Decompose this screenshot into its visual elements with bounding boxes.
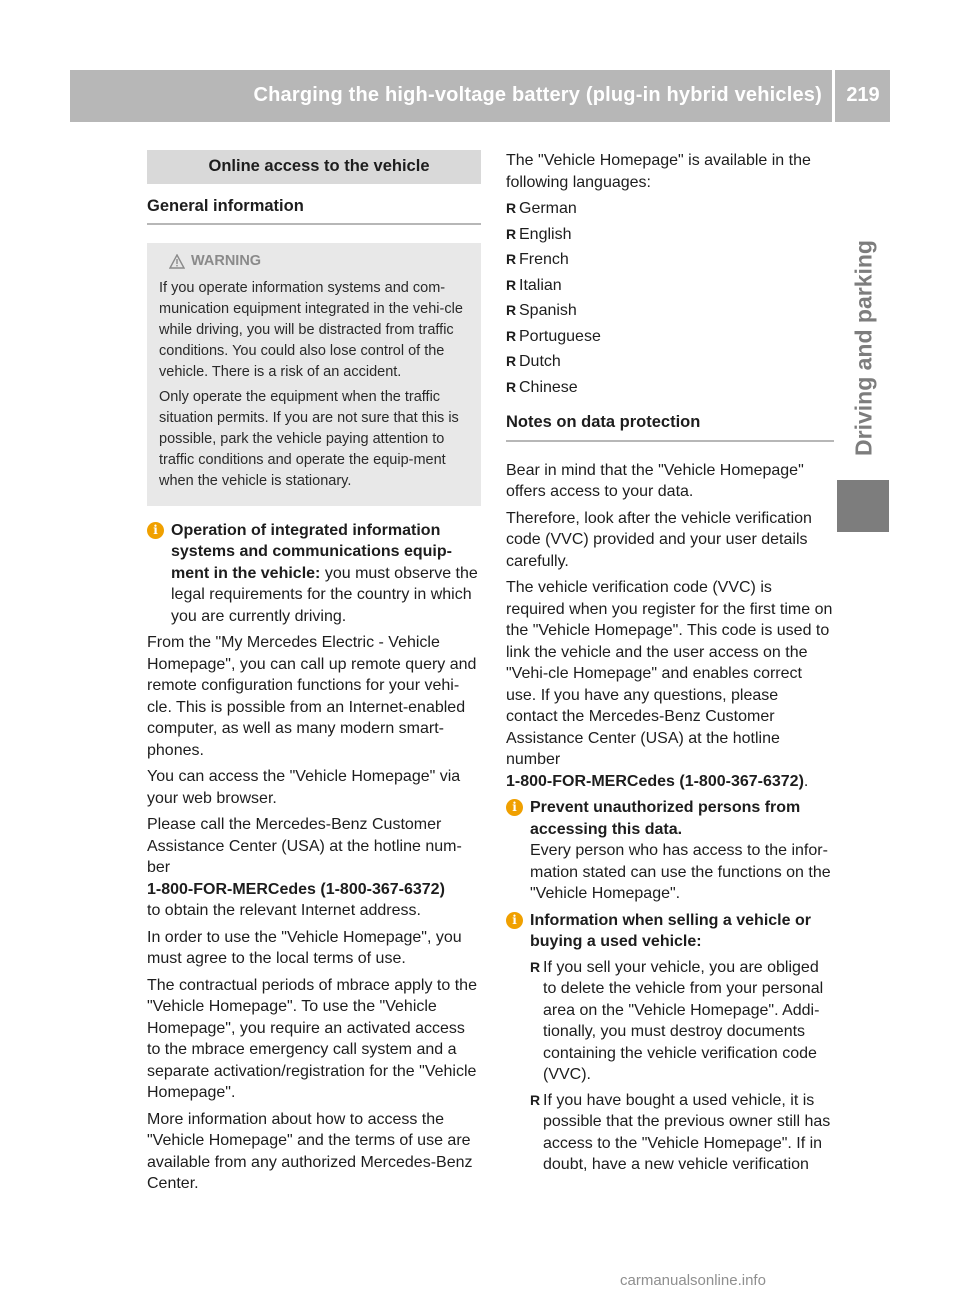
warning-header xyxy=(159,251,471,273)
note-title: Information when selling a vehicle or buying a used vehicle: xyxy=(530,911,811,950)
subheading-general-information: General information xyxy=(147,196,481,226)
left-column xyxy=(147,150,481,1200)
paragraph: The "Vehicle Homepage" is available in the following languages: xyxy=(506,152,811,191)
note-title: Operation of integrated information systems and communications equip-ment in the vehicle: xyxy=(171,521,452,582)
page-number: 219 xyxy=(846,84,880,106)
list-item: R English xyxy=(506,224,834,246)
paragraph: In order to use the "Vehicle Homepage", you must agree to the local terms of use. xyxy=(147,928,462,967)
list-item: R If you sell your vehicle, you are obliged to delete the vehicle from your personal area on the "Vehicle Homepage". Addi-tionally, you must destroy documents containing the vehicle verification code (VVC). xyxy=(530,957,834,1086)
page-title: Charging the high-voltage battery (plug-in hybrid vehicles) xyxy=(253,84,822,106)
list-item: R Dutch xyxy=(506,351,834,373)
hotline-line xyxy=(506,771,834,793)
paragraph: The vehicle verification code (VVC) is required when you register for the first time on the "Vehicle Homepage". This code is used to link the vehicle and the user access on the "Vehi-cle Homepage" and enables correct use. If you have any questions, please contact the Mercedes-Benz Customer Assistance Center (USA) at the hotline number xyxy=(506,579,833,768)
warning-text-2: Only operate the equipment when the traffic situation permits. If you are not sure that this is possible, park the vehicle paying attention to traffic conditions and operate the equip-ment when the vehicle is stationary. xyxy=(159,388,459,489)
paragraph: Please call the Mercedes-Benz Customer Assistance Center (USA) at the hotline num-ber xyxy=(147,816,462,876)
list-item: R Chinese xyxy=(506,377,834,399)
side-tab-label: Driving and parking xyxy=(850,240,877,456)
warning-text-1: If you operate information systems and com-munication equipment integrated in the vehi-cle while driving, you will be distracted from traffic conditions. You could also lose control of the vehicle. There is a risk of an accident. xyxy=(159,279,463,380)
paragraph: The contractual periods of mbrace apply to the "Vehicle Homepage". To use the "Vehicle Homepage", you require an activated access to the mbrace emergency call system and a separate activation/registration for the "Vehicle Homepage". xyxy=(147,976,477,1101)
paragraph: Therefore, look after the vehicle verification code (VVC) provided and your user details carefully. xyxy=(506,509,812,570)
paragraph: Bear in mind that the "Vehicle Homepage" offers access to your data. xyxy=(506,461,804,500)
section-title: Online access to the vehicle xyxy=(147,150,481,184)
watermark: carmanualsonline.info xyxy=(620,1272,766,1289)
subheading-data-protection: Notes on data protection xyxy=(506,412,834,442)
right-column xyxy=(506,150,834,1182)
header-separator xyxy=(832,70,835,122)
info-icon: i xyxy=(147,522,164,539)
hotline-number: 1-800-FOR-MERCedes (1-800-367-6372) xyxy=(506,772,804,790)
list-item: R German xyxy=(506,198,834,220)
list-item: R Portuguese xyxy=(506,326,834,348)
info-icon: i xyxy=(506,912,523,929)
paragraph: to obtain the relevant Internet address. xyxy=(147,902,421,919)
list-item: R French xyxy=(506,249,834,271)
note-title: Prevent unauthorized persons from accessing this data. xyxy=(530,799,801,838)
warning-label: WARNING xyxy=(191,253,262,269)
note-text: you must observe the legal requirements for the country in which you are currently driving. xyxy=(171,564,478,625)
list-item: R Spanish xyxy=(506,300,834,322)
warning-box xyxy=(147,243,481,506)
paragraph: From the "My Mercedes Electric - Vehicle Homepage", you can call up remote query and remote configuration functions for your vehi-cle. This is possible from an Internet-enabled computer, as well as many modern smart-phones. xyxy=(147,634,477,759)
side-tab-marker xyxy=(837,480,889,532)
paragraph: You can access the "Vehicle Homepage" via your web browser. xyxy=(147,768,461,807)
paragraph: More information about how to access the "Vehicle Homepage" and the terms of use are available from any authorized Mercedes-Benz Center. xyxy=(147,1110,473,1192)
list-item: R Italian xyxy=(506,275,834,297)
language-list xyxy=(506,198,834,398)
info-note-integrated-systems xyxy=(147,520,481,628)
side-tab xyxy=(844,240,884,456)
info-note-selling-vehicle xyxy=(506,910,834,1176)
hotline-number: 1-800-FOR-MERCedes (1-800-367-6372) xyxy=(147,880,445,898)
info-note-prevent-access xyxy=(506,797,834,905)
warning-triangle-icon xyxy=(169,254,185,269)
note-text: Every person who has access to the infor-mation stated can use the functions on the "Vehicle Homepage". xyxy=(530,842,831,902)
info-icon: i xyxy=(506,799,523,816)
list-item: R If you have bought a used vehicle, it is possible that the previous owner still has access to the "Vehicle Homepage". If in doubt, have a new vehicle verification xyxy=(530,1090,834,1176)
hotline-end: . xyxy=(803,772,809,790)
selling-bullet-list xyxy=(530,957,834,1176)
